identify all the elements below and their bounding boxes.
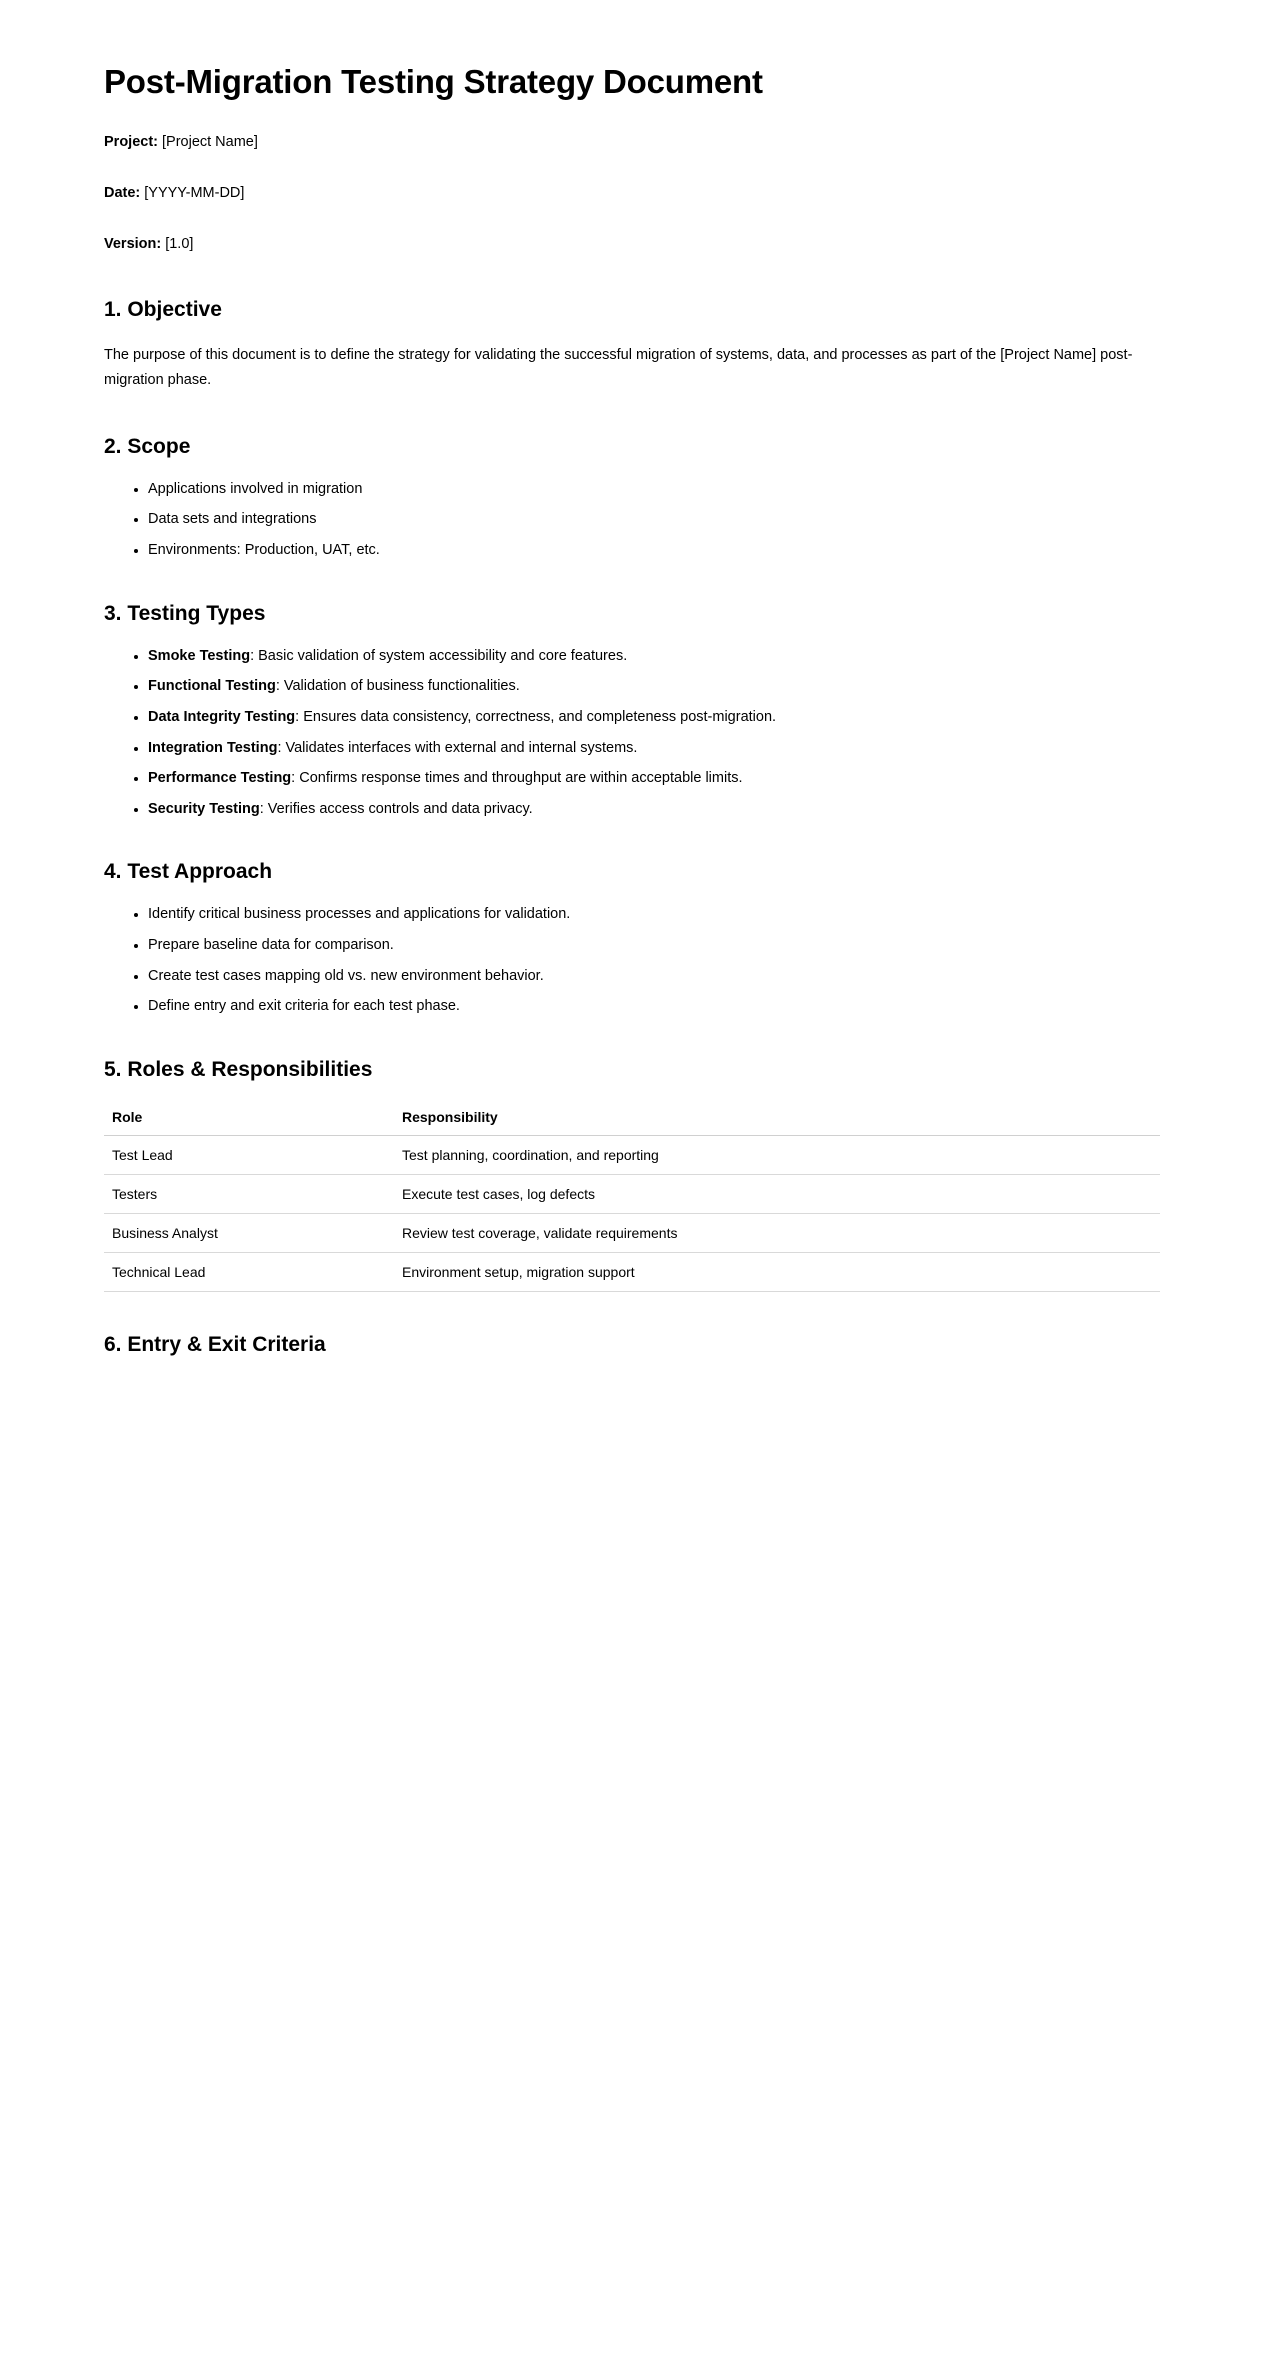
list-item-text: : Validates interfaces with external and internal systems. bbox=[277, 739, 638, 756]
list-item bbox=[134, 541, 1159, 561]
roles-responsibilities-table bbox=[104, 1103, 1160, 1292]
table-row bbox=[104, 1135, 1160, 1174]
list-item bbox=[134, 739, 1159, 759]
list-item-text: Data sets and integrations bbox=[148, 511, 317, 528]
list-item bbox=[134, 936, 1159, 956]
table-header bbox=[104, 1103, 1160, 1136]
list-item-term: Security Testing bbox=[148, 800, 260, 817]
list-item bbox=[134, 677, 1159, 697]
section-heading-roles: 5. Roles & Responsibilities bbox=[104, 1057, 373, 1081]
table-body bbox=[104, 1135, 1160, 1291]
metadata-version bbox=[104, 234, 1159, 255]
list-item bbox=[134, 967, 1159, 987]
metadata-project bbox=[104, 132, 1159, 153]
list-item-term: Integration Testing bbox=[148, 739, 278, 756]
table-cell-responsibility: Environment setup, migration support bbox=[394, 1252, 1160, 1291]
objective-paragraph: The purpose of this document is to define the strategy for validating the successful migration of systems, data, and processes as part of the [Project Name] post-migration phase. bbox=[104, 346, 1133, 389]
metadata-date-value: [YYYY-MM-DD] bbox=[144, 184, 245, 201]
table-cell-role: Business Analyst bbox=[104, 1213, 394, 1252]
list-item-text: : Validation of business functionalities. bbox=[275, 678, 520, 695]
list-item bbox=[134, 905, 1159, 925]
table-cell-role: Test Lead bbox=[104, 1135, 394, 1174]
metadata-version-value: [1.0] bbox=[165, 235, 194, 252]
list-item-text: Create test cases mapping old vs. new environment behavior. bbox=[148, 967, 544, 984]
list-item-text: Prepare baseline data for comparison. bbox=[148, 937, 394, 954]
list-item bbox=[134, 510, 1159, 530]
list-item-text: : Confirms response times and throughput are within acceptable limits. bbox=[291, 770, 743, 787]
list-item-text: Applications involved in migration bbox=[148, 480, 363, 497]
list-item-text: : Basic validation of system accessibility and core features. bbox=[250, 647, 628, 664]
list-item bbox=[134, 997, 1159, 1017]
document-metadata bbox=[104, 132, 1159, 255]
list-item bbox=[134, 769, 1159, 789]
testing-types-list bbox=[104, 647, 1159, 819]
section-heading-testing-types: 3. Testing Types bbox=[104, 601, 266, 625]
list-item bbox=[134, 800, 1159, 820]
table-header-row bbox=[104, 1103, 1160, 1136]
table-cell-role: Technical Lead bbox=[104, 1252, 394, 1291]
list-item-term: Smoke Testing bbox=[148, 647, 251, 664]
section-heading-objective: 1. Objective bbox=[104, 297, 222, 321]
table-row bbox=[104, 1213, 1160, 1252]
list-item-term: Functional Testing bbox=[148, 678, 276, 695]
list-item-term: Performance Testing bbox=[148, 770, 292, 787]
section-heading-entry-exit-criteria: 6. Entry & Exit Criteria bbox=[104, 1332, 326, 1356]
metadata-version-label: Version: bbox=[104, 235, 162, 252]
scope-list bbox=[104, 480, 1159, 561]
list-item-text: Define entry and exit criteria for each test phase. bbox=[148, 998, 460, 1015]
metadata-project-value: [Project Name] bbox=[162, 133, 258, 150]
list-item-text: Environments: Production, UAT, etc. bbox=[148, 542, 380, 559]
section-heading-test-approach: 4. Test Approach bbox=[104, 860, 273, 884]
metadata-date-label: Date: bbox=[104, 184, 141, 201]
table-cell-role: Testers bbox=[104, 1174, 394, 1213]
metadata-project-label: Project: bbox=[104, 133, 158, 150]
metadata-date bbox=[104, 183, 1159, 204]
table-cell-responsibility: Test planning, coordination, and reporting bbox=[394, 1135, 1160, 1174]
list-item-text: : Verifies access controls and data privacy. bbox=[259, 800, 533, 817]
list-item bbox=[134, 708, 1159, 728]
test-approach-list bbox=[104, 905, 1159, 1016]
page-title: Post-Migration Testing Strategy Document bbox=[104, 63, 763, 100]
table-cell-responsibility: Execute test cases, log defects bbox=[394, 1174, 1160, 1213]
table-row bbox=[104, 1252, 1160, 1291]
empty-page-remainder bbox=[104, 1378, 1159, 2378]
table-cell-responsibility: Review test coverage, validate requirements bbox=[394, 1213, 1160, 1252]
list-item bbox=[134, 647, 1159, 667]
list-item-text: Identify critical business processes and applications for validation. bbox=[148, 906, 571, 923]
table-column-header-responsibility: Responsibility bbox=[394, 1103, 1160, 1136]
list-item-text: : Ensures data consistency, correctness, and completeness post-migration. bbox=[295, 708, 777, 725]
table-column-header-role: Role bbox=[104, 1103, 394, 1136]
section-heading-scope: 2. Scope bbox=[104, 434, 191, 458]
table-row bbox=[104, 1174, 1160, 1213]
list-item bbox=[134, 480, 1159, 500]
list-item-term: Data Integrity Testing bbox=[148, 708, 296, 725]
